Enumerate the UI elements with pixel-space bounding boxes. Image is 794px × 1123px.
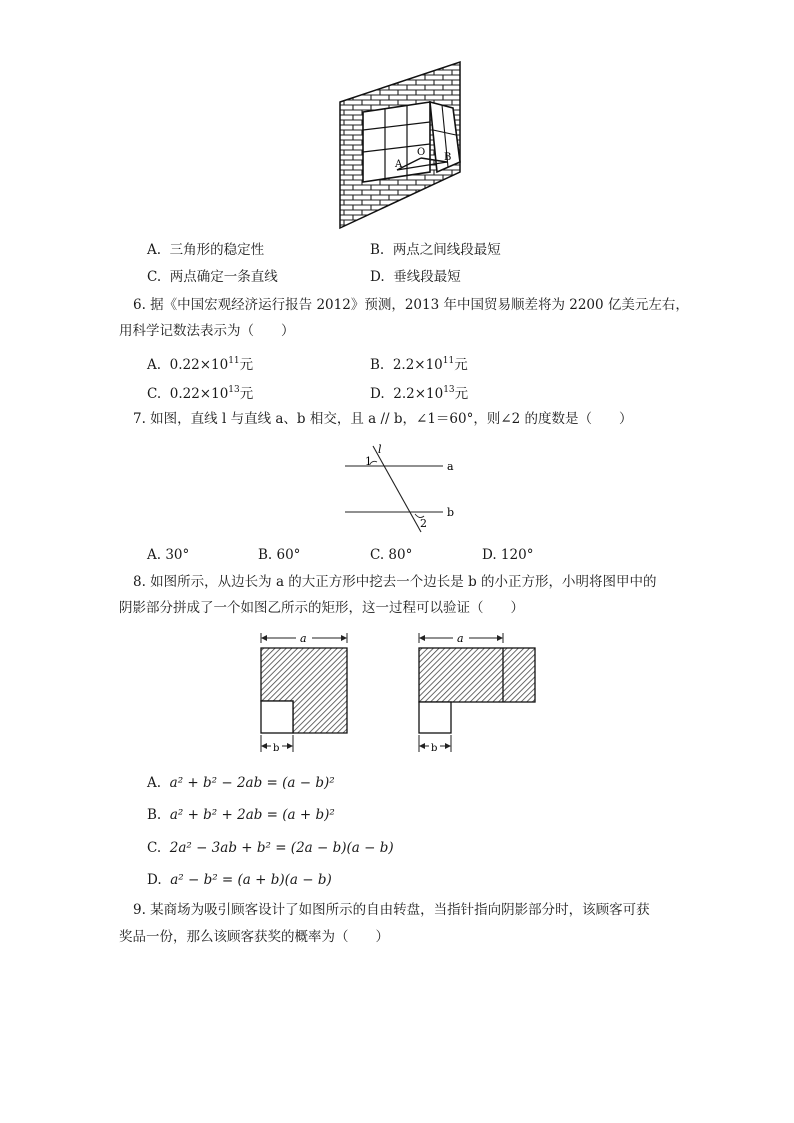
q9-stem-line1: 9. 某商场为吸引顾客设计了如图所示的自由转盘，当指针指向阴影部分时，该顾客可获 <box>133 902 650 918</box>
option-unit: 元 <box>454 357 468 373</box>
q5-label-o: O <box>417 147 426 158</box>
q6-option-d[interactable] <box>370 380 468 404</box>
option-letter: B. <box>370 242 385 258</box>
option-text: 垂线段最短 <box>393 269 461 285</box>
q9-stem-line2: 奖品一份，那么该顾客获奖的概率为（ ） <box>119 929 389 945</box>
q5-label-a: A <box>395 159 403 170</box>
option-letter: B. <box>147 807 162 823</box>
q5-label-b: B <box>444 152 452 163</box>
option-text: 三角形的稳定性 <box>169 242 265 258</box>
q5-window-figure <box>335 60 470 232</box>
q7-label-b: b <box>447 506 455 519</box>
option-exp: 13 <box>228 385 240 395</box>
q5-option-b[interactable] <box>370 240 501 260</box>
option-unit: 元 <box>239 386 254 402</box>
option-text: 两点之间线段最短 <box>392 242 501 258</box>
option-coef: 2.2×10 <box>393 386 444 402</box>
option-coef: 0.22×10 <box>169 357 229 373</box>
option-expression: a² − b² = (a + b)(a − b) <box>170 872 332 888</box>
option-letter: D. <box>370 386 385 402</box>
q8-option-c[interactable] <box>147 838 394 858</box>
q8-option-a[interactable] <box>147 773 335 793</box>
option-expression: a² + b² + 2ab = (a + b)² <box>169 807 335 823</box>
option-letter: B. <box>370 357 385 373</box>
q7-option-a[interactable]: A. 30° <box>147 547 190 563</box>
q8-option-b[interactable] <box>147 805 335 825</box>
option-letter: A. <box>147 357 162 373</box>
q8-squares-figure <box>255 628 545 760</box>
q7-option-d[interactable]: D. 120° <box>482 547 534 563</box>
q7-stem: 7. 如图，直线 l 与直线 a、b 相交，且 a // b，∠1＝60°，则∠2 的度数是（ ） <box>133 411 633 427</box>
q8-label-a-right: a <box>457 632 464 645</box>
q8-stem-line1: 8. 如图所示，从边长为 a 的大正方形中挖去一个边长是 b 的小正方形，小明将图甲中的 <box>133 574 657 590</box>
q8-stem-line2: 阴影部分拼成了一个如图乙所示的矩形，这一过程可以验证（ ） <box>119 600 524 616</box>
q8-label-b-right: b <box>431 743 438 754</box>
q6-option-b[interactable] <box>370 351 468 375</box>
option-coef: 2.2×10 <box>392 357 443 373</box>
option-letter: C. <box>147 840 162 856</box>
q8-label-a-left: a <box>300 632 307 645</box>
option-unit: 元 <box>239 357 254 373</box>
option-text: 两点确定一条直线 <box>169 269 278 285</box>
q7-option-b[interactable]: B. 60° <box>258 547 301 563</box>
option-exp: 11 <box>442 356 455 366</box>
q7-label-a: a <box>447 460 454 473</box>
option-letter: C. <box>147 269 162 285</box>
option-letter: A. <box>147 242 162 258</box>
q6-stem-line1: 6. 据《中国宏观经济运行报告 2012》预测，2013 年中国贸易顺差将为 2200 亿美元左右， <box>133 297 689 313</box>
q6-option-a[interactable] <box>147 351 253 375</box>
option-expression: 2a² − 3ab + b² = (2a − b)(a − b) <box>169 840 394 856</box>
q5-option-d[interactable] <box>370 267 461 287</box>
q5-option-a[interactable] <box>147 240 264 260</box>
q5-option-c[interactable] <box>147 267 278 287</box>
option-unit: 元 <box>454 386 469 402</box>
q6-stem-line2: 用科学记数法表示为（ ） <box>119 323 295 339</box>
q7-label-l: l <box>378 443 382 456</box>
option-exp: 13 <box>443 385 455 395</box>
option-letter: D. <box>370 269 385 285</box>
option-coef: 0.22×10 <box>169 386 229 402</box>
q8-label-b-left: b <box>273 743 280 754</box>
q7-label-2: 2 <box>420 517 427 530</box>
q6-option-c[interactable] <box>147 380 253 404</box>
q7-label-1: 1 <box>365 455 372 468</box>
option-exp: 11 <box>228 356 240 366</box>
option-expression: a² + b² − 2ab = (a − b)² <box>169 775 335 791</box>
q7-option-c[interactable]: C. 80° <box>370 547 413 563</box>
q7-parallel-lines-figure <box>340 442 465 534</box>
option-letter: C. <box>147 386 162 402</box>
q8-option-d[interactable] <box>147 870 332 890</box>
option-letter: A. <box>147 775 162 791</box>
option-letter: D. <box>147 872 162 888</box>
